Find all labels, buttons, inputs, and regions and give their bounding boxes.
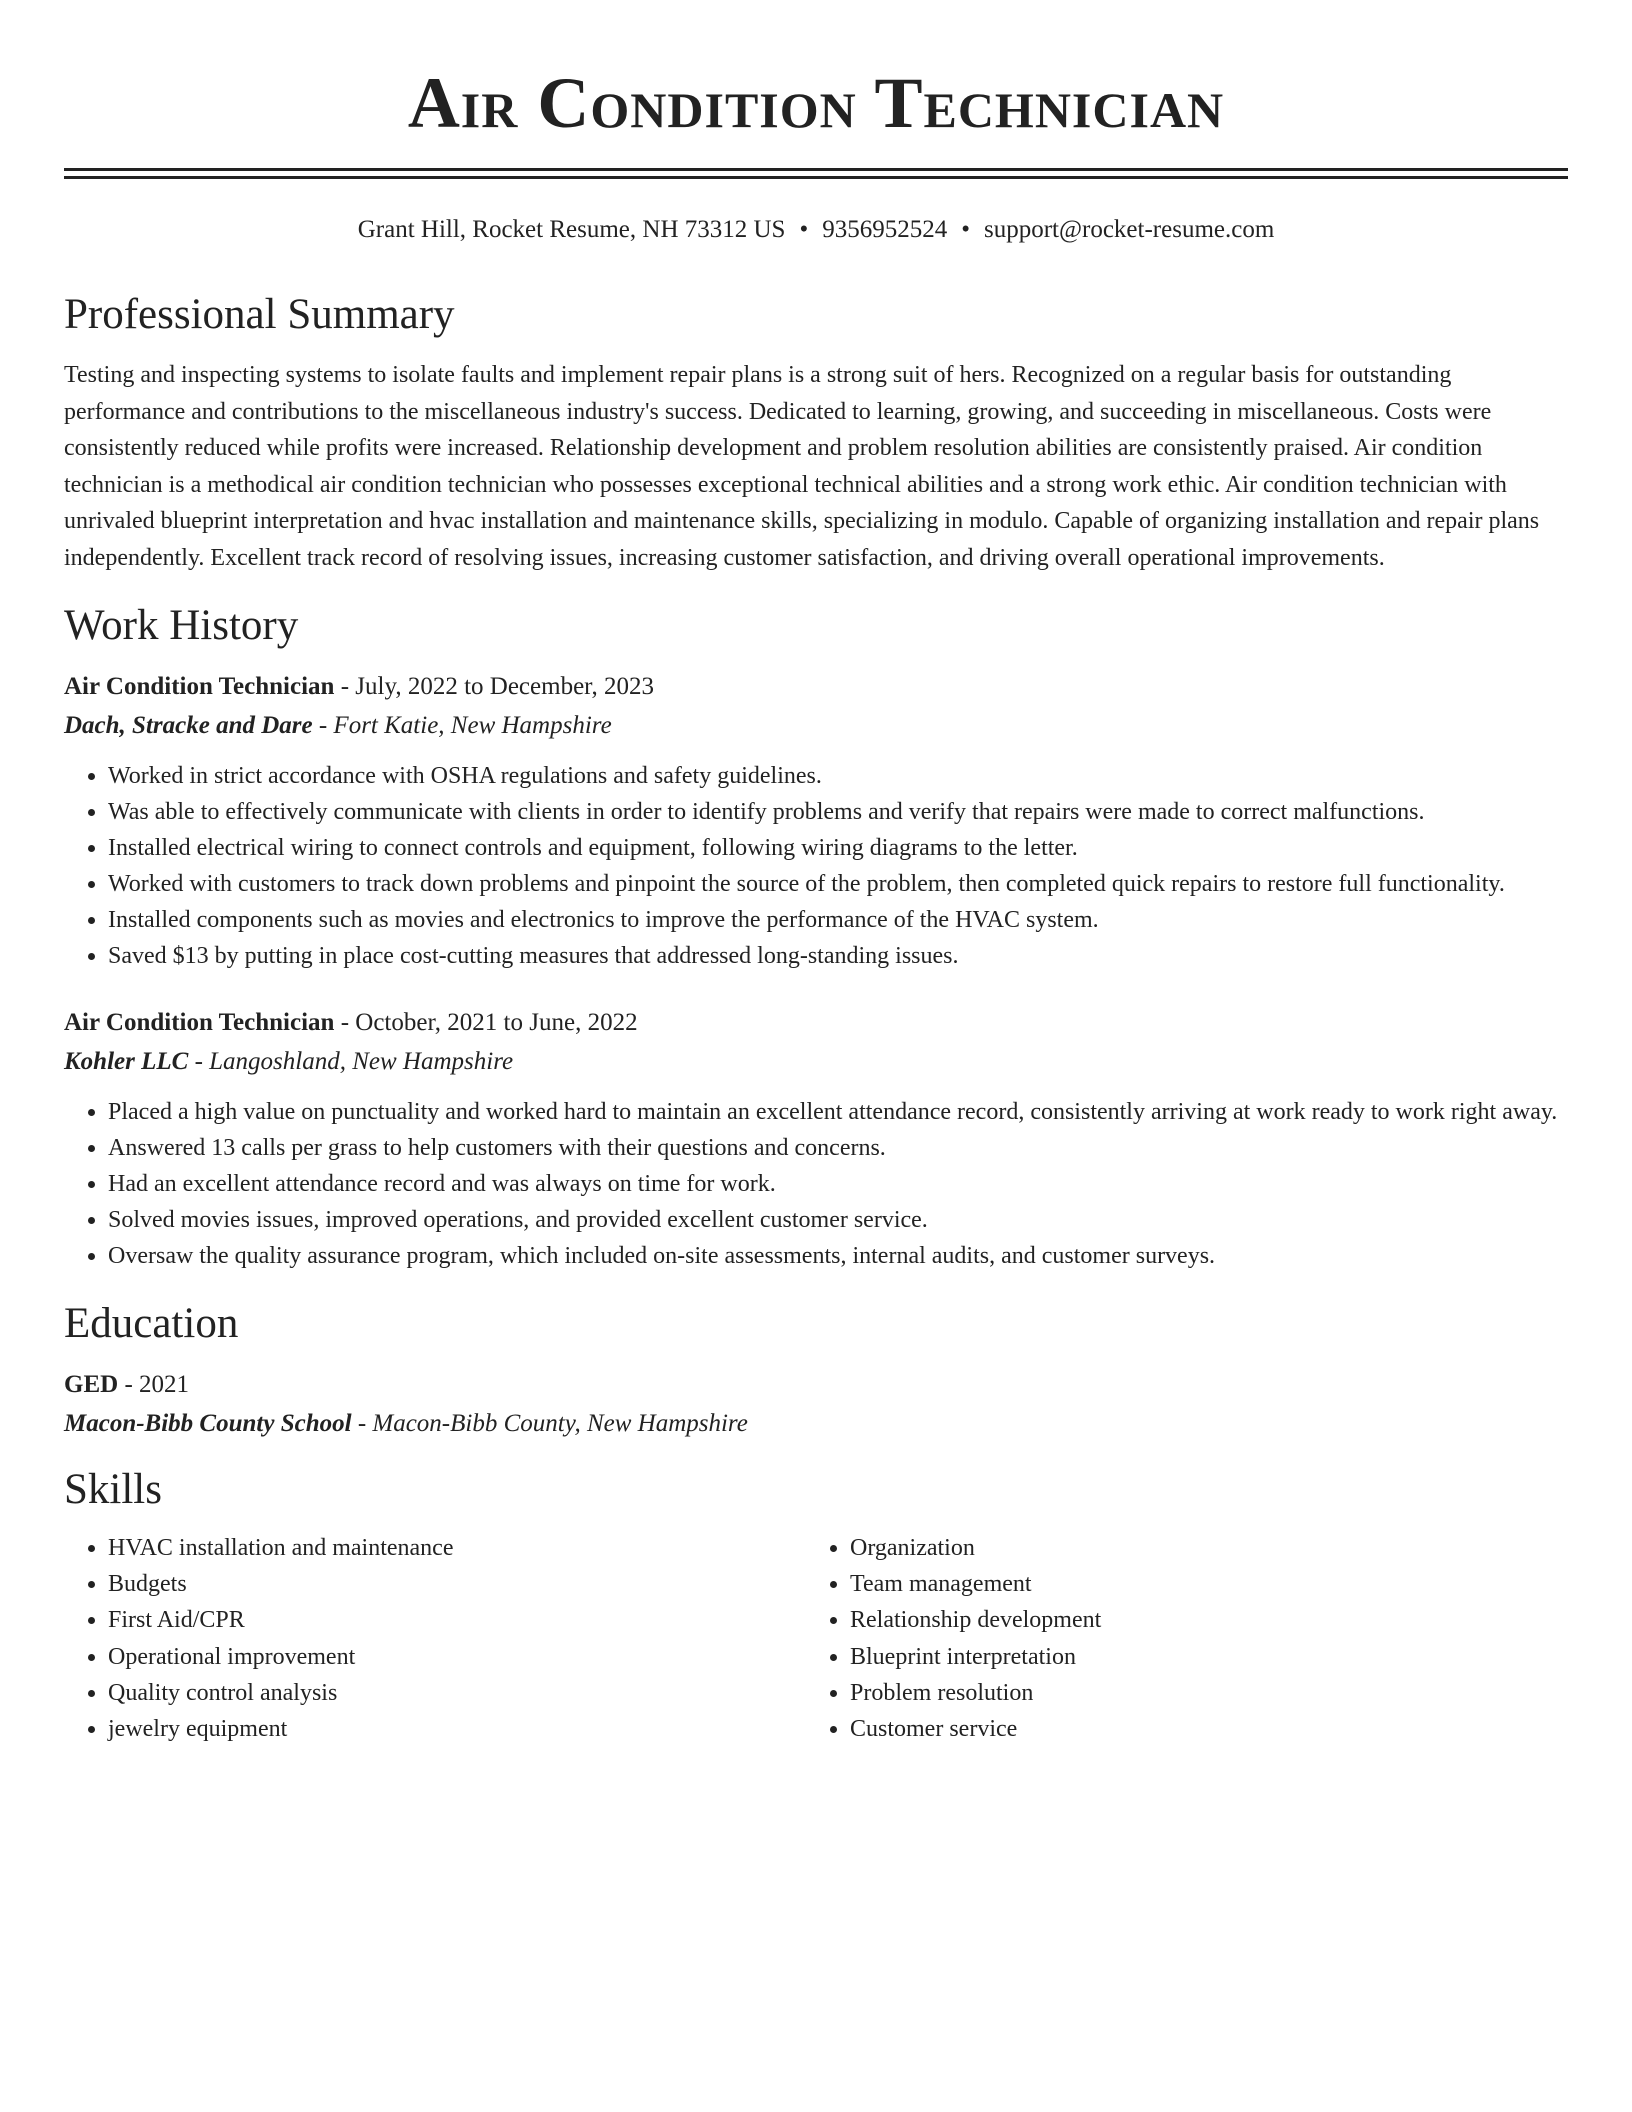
skill-item: • Budgets — [108, 1566, 806, 1602]
job-bullet: • Answered 13 calls per grass to help customers with their questions and concerns. — [108, 1130, 1568, 1166]
company-location: - Langoshland, New Hampshire — [188, 1048, 514, 1075]
skill-item: • Relationship development — [850, 1602, 1548, 1638]
title-divider-thin — [64, 176, 1568, 179]
job-bullet: • Solved movies issues, improved operations, and provided excellent customer service. — [108, 1202, 1568, 1238]
skill-item: • HVAC installation and maintenance — [108, 1530, 806, 1566]
job-bullet: • Oversaw the quality assurance program, which included on-site assessments, internal audits, and customer surveys. — [108, 1238, 1568, 1274]
job-dates: - July, 2022 to December, 2023 — [334, 673, 654, 700]
skill-item: • Customer service — [850, 1711, 1548, 1747]
contact-separator: • — [799, 216, 809, 243]
job-bullet: • Was able to effectively communicate with clients in order to identify problems and verify that repairs were made to correct malfunctions. — [108, 794, 1568, 830]
skill-item: • First Aid/CPR — [108, 1602, 806, 1638]
job-bullet: • Placed a high value on punctuality and worked hard to maintain an excellent attendance record, consistently arriving at work ready to work right away. — [108, 1094, 1568, 1130]
job-bullets — [64, 758, 1568, 974]
job-bullet: • Had an excellent attendance record and was always on time for work. — [108, 1166, 1568, 1202]
skill-item: • Organization — [850, 1530, 1548, 1566]
job-entry — [64, 668, 1568, 974]
company-name: Kohler LLC — [64, 1048, 189, 1075]
summary-heading: Professional Summary — [64, 291, 455, 338]
job-title-line — [64, 668, 1568, 706]
school-location: - Macon-Bibb County, New Hampshire — [351, 1410, 748, 1437]
job-bullet: • Saved $13 by putting in place cost-cutting measures that addressed long-standing issues. — [108, 938, 1568, 974]
skill-item: • Problem resolution — [850, 1675, 1548, 1711]
resume-page — [64, 0, 1568, 1747]
job-entry — [64, 1004, 1568, 1274]
contact-line — [64, 213, 1568, 247]
contact-email: support@rocket-resume.com — [983, 216, 1275, 243]
job-bullet: • Installed electrical wiring to connect controls and equipment, following wiring diagrams to the letter. — [108, 830, 1568, 866]
company-line — [64, 1042, 1568, 1082]
skills-column-right — [806, 1530, 1548, 1747]
resume-title: Air Condition Technician — [407, 63, 1225, 143]
education-heading: Education — [64, 1300, 239, 1347]
job-bullet: • Installed components such as movies and electronics to improve the performance of the HVAC system. — [108, 902, 1568, 938]
skill-item: • Operational improvement — [108, 1639, 806, 1675]
skill-item: • Blueprint interpretation — [850, 1639, 1548, 1675]
job-title: Air Condition Technician — [64, 673, 335, 700]
graduation-year: - 2021 — [118, 1371, 190, 1398]
company-line — [64, 706, 1568, 746]
summary-text: Testing and inspecting systems to isolate faults and implement repair plans is a strong suit of hers. Recognized on a regular basis for outstanding performance and contributions to the miscellaneous industry's success. Dedicated to learning, growing, and succeeding in miscellaneous. Costs were consistently reduced while profits were increased. Relationship development and problem resolution abilities are consistently praised. Air condition technician is a methodical air condition technician who possesses exceptional technical abilities and a strong work ethic. Air condition technician with unrivaled blueprint interpretation and hvac installation and maintenance skills, specializing in modulo. Capable of organizing installation and repair plans independently. Excellent track record of resolving issues, increasing customer satisfaction, and driving overall operational improvements. — [64, 362, 1540, 571]
job-title: Air Condition Technician — [64, 1009, 335, 1036]
job-bullets — [64, 1094, 1568, 1274]
skill-item: • jewelry equipment — [108, 1711, 806, 1747]
school-name: Macon-Bibb County School — [64, 1410, 352, 1437]
skills-column-left — [64, 1530, 806, 1747]
company-location: - Fort Katie, New Hampshire — [312, 712, 612, 739]
skill-item: • Quality control analysis — [108, 1675, 806, 1711]
school-line — [64, 1404, 1568, 1444]
skill-item: • Team management — [850, 1566, 1548, 1602]
job-title-line — [64, 1004, 1568, 1042]
contact-phone: 9356952524 — [822, 216, 948, 243]
education-entry — [64, 1366, 1568, 1444]
job-dates: - October, 2021 to June, 2022 — [334, 1009, 638, 1036]
company-name: Dach, Stracke and Dare — [64, 712, 313, 739]
contact-address: Grant Hill, Rocket Resume, NH 73312 US — [357, 216, 786, 243]
degree-line — [64, 1366, 1568, 1404]
degree: GED — [64, 1371, 119, 1398]
job-bullet: • Worked in strict accordance with OSHA regulations and safety guidelines. — [108, 758, 1568, 794]
work-history-heading: Work History — [64, 602, 299, 649]
contact-separator: • — [961, 216, 970, 243]
skills-list — [64, 1530, 1568, 1747]
skills-heading: Skills — [64, 1466, 162, 1513]
job-bullet: • Worked with customers to track down problems and pinpoint the source of the problem, then completed quick repairs to restore full functionality. — [108, 866, 1568, 902]
